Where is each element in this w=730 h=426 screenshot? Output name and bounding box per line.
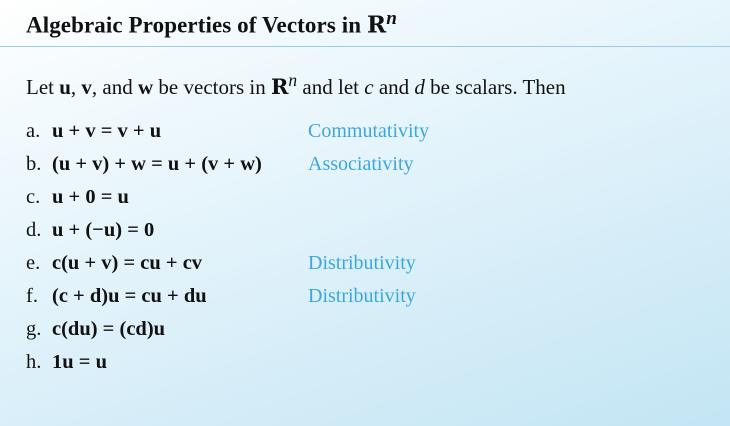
list-item	[26, 351, 716, 384]
list-item	[26, 153, 716, 186]
intro-part-2: be vectors in	[153, 75, 271, 99]
list-item-equation: u + (−u) = 0	[52, 219, 155, 241]
list-item-note: Associativity	[308, 153, 414, 175]
vector-u-label: u	[59, 75, 71, 99]
list-item-equation: c(du) = (cd)u	[52, 318, 166, 340]
list-item	[26, 186, 716, 219]
scalar-c-label: c	[364, 75, 374, 99]
real-space-exponent-intro: n	[288, 70, 298, 90]
list-item	[26, 252, 716, 285]
intro-comma-1: ,	[70, 75, 82, 99]
list-item-marker: a.	[26, 120, 41, 142]
vector-v-label: v	[81, 75, 92, 99]
list-item-equation: 1u = u	[52, 351, 107, 373]
intro-comma-2: , and	[91, 75, 138, 99]
scalar-d-label: d	[414, 75, 425, 99]
list-item-note: Distributivity	[308, 252, 416, 274]
list-item-equation: (u + v) + w = u + (v + w)	[52, 153, 262, 175]
list-item-marker: c.	[26, 186, 41, 208]
list-item	[26, 318, 716, 351]
list-item	[26, 219, 716, 252]
real-space-symbol-intro: R	[270, 74, 289, 99]
list-item-equation: (c + d)u = cu + du	[52, 285, 207, 307]
intro-part-3: and let	[297, 75, 365, 99]
properties-list	[26, 120, 716, 384]
list-item-marker: b.	[26, 153, 42, 175]
list-item-marker: h.	[26, 351, 42, 373]
page-title	[26, 8, 397, 39]
real-space-exponent: n	[386, 8, 397, 29]
list-item	[26, 120, 716, 153]
list-item-equation: c(u + v) = cu + cv	[52, 252, 203, 274]
list-item-marker: f.	[26, 285, 38, 307]
real-space-symbol: R	[366, 11, 387, 39]
list-item-marker: g.	[26, 318, 42, 340]
list-item	[26, 285, 716, 318]
intro-part-1: Let	[26, 75, 60, 99]
page-title-text: Algebraic Properties of Vectors in	[26, 12, 367, 38]
title-divider	[0, 46, 730, 47]
list-item-equation: u + v = v + u	[52, 120, 162, 142]
intro-part-5: be scalars. Then	[424, 75, 566, 99]
list-item-note: Commutativity	[308, 120, 430, 142]
list-item-note: Distributivity	[308, 285, 416, 307]
intro-sentence	[26, 70, 566, 100]
list-item-marker: e.	[26, 252, 41, 274]
vector-w-label: w	[138, 75, 154, 99]
intro-part-4: and	[373, 75, 415, 99]
list-item-equation: u + 0 = u	[52, 186, 129, 208]
list-item-marker: d.	[26, 219, 42, 241]
